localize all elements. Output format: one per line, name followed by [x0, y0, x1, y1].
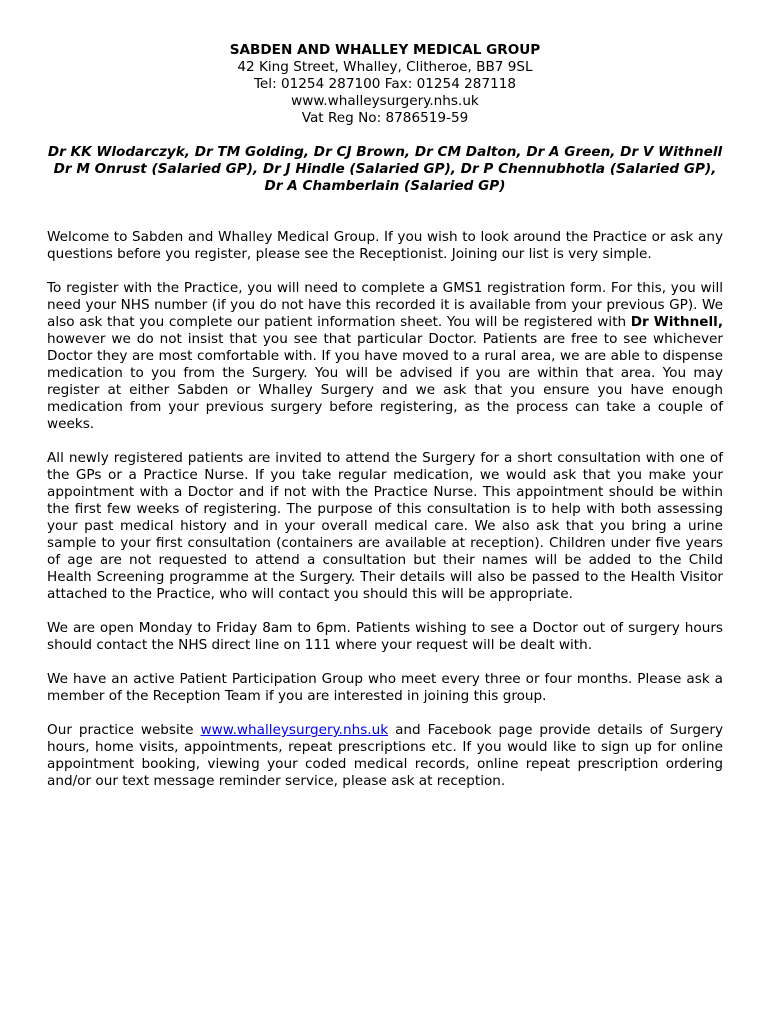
registration-text-end: however we do not insist that you see that particular Doctor. Patients are free to see whichever Doctor they are most comfortable with. If you have moved to a rural area, we are able to dispense medication to you from the Surgery. You will be advised if you are within that area. You may register at either Sabden or Whalley Surgery and we ask that you ensure you have enough medication from your previous surgery before registering, as the process can take a couple of weeks.: [47, 331, 723, 432]
doctors-line-1: Dr KK Wlodarczyk, Dr TM Golding, Dr CJ Brown, Dr CM Dalton, Dr A Green, Dr V Withnell: [47, 144, 723, 160]
website-text-start: Our practice website: [47, 722, 201, 738]
website-paragraph: [47, 722, 723, 790]
doctors-line-3: Dr A Chamberlain (Salaried GP): [264, 178, 506, 194]
letterhead: [47, 42, 723, 127]
letter-body: [47, 229, 723, 790]
website-link[interactable]: www.whalleysurgery.nhs.uk: [200, 722, 389, 738]
website-text-end: and Facebook page provide details of Surgery hours, home visits, appointments, repeat prescriptions etc. If you would like to sign up for online appointment booking, viewing your coded medical records, online repeat prescription ordering and/or our text message reminder service, please ask at reception.: [47, 722, 723, 789]
registration-text-start: To register with the Practice, you will need to complete a GMS1 registration form. For this, you will need your NHS number (if you do not have this recorded it is available from your previous GP). We also ask that you complete our patient information sheet. You will be registered with: [47, 280, 723, 330]
organization-name: SABDEN AND WHALLEY MEDICAL GROUP: [229, 42, 541, 58]
address: 42 King Street, Whalley, Clitheroe, BB7 9SL: [237, 59, 533, 75]
vat-number: Vat Reg No: 8786519-59: [301, 110, 469, 126]
website-address: www.whalleysurgery.nhs.uk: [291, 93, 479, 109]
opening-hours-paragraph: We are open Monday to Friday 8am to 6pm. Patients wishing to see a Doctor out of surgery hours should contact the NHS direct line on 111 where your request will be dealt with.: [47, 620, 723, 653]
phone-fax: Tel: 01254 287100 Fax: 01254 287118: [253, 76, 517, 92]
welcome-paragraph: Welcome to Sabden and Whalley Medical Group. If you wish to look around the Practice or ask any questions before you register, please see the Receptionist. Joining our list is very simple.: [47, 229, 723, 262]
new-patients-paragraph: All newly registered patients are invited to attend the Surgery for a short consultation with one of the GPs or a Practice Nurse. If you take regular medication, we would ask that you make your appointment with a Doctor and if not with the Practice Nurse. This appointment should be within the first few weeks of registering. The purpose of this consultation is to help with both assessing your past medical history and in your overall medical care. We also ask that you bring a urine sample to your first consultation (containers are available at reception). Children under five years of age are not requested to attend a consultation but their names will be added to the Child Health Screening programme at the Surgery. Their details will also be passed to the Health Visitor attached to the Practice, who will contact you should this will be appropriate.: [47, 450, 723, 602]
doctors-list: [47, 144, 723, 195]
registered-doctor: Dr Withnell,: [630, 314, 723, 330]
doctors-line-2: Dr M Onrust (Salaried GP), Dr J Hindle (Salaried GP), Dr P Chennubhotla (Salaried GP),: [53, 161, 717, 177]
registration-paragraph: [47, 280, 723, 433]
patient-group-paragraph: We have an active Patient Participation Group who meet every three or four months. Please ask a member of the Reception Team if you are interested in joining this group.: [47, 671, 723, 704]
